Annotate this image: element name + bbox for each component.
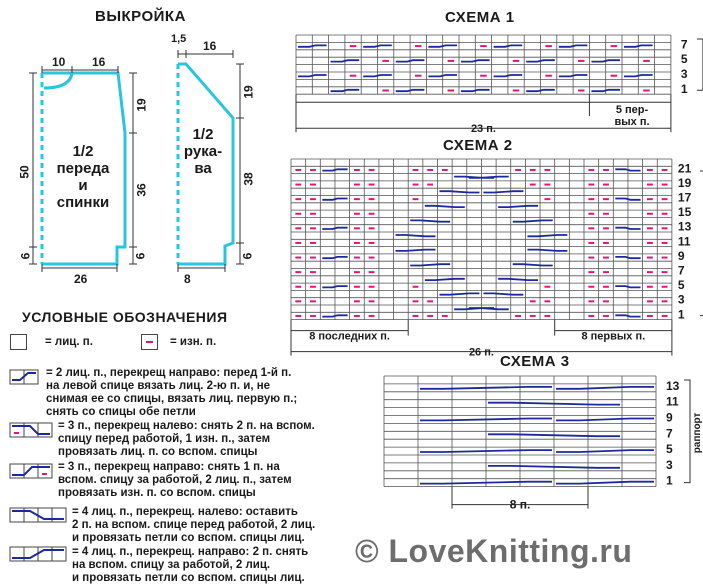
legend-item-4: = 4 лиц. п., перекрещ. налево: оставить 2 п. на вспом. спице перед работой, 2 лиц. и провязать петли со вспом. спицы лиц. — [72, 506, 316, 544]
scheme3-row-label: 13 — [666, 378, 680, 393]
scheme2-cable — [483, 293, 523, 294]
scheme1-cable — [591, 90, 620, 91]
scheme3-cable — [488, 434, 620, 436]
scheme1-cable — [559, 75, 588, 76]
scheme3-rapport: раппорт — [692, 412, 703, 454]
scheme1-cable — [494, 45, 523, 46]
dim-1-5: 1,5 — [171, 33, 187, 45]
scheme1-cable — [298, 45, 327, 46]
scheme1-cable — [559, 45, 588, 46]
scheme2-cable — [396, 235, 436, 236]
scheme2-row-label: 21 — [677, 161, 692, 176]
scheme2-first-label: 8 первых п. — [581, 330, 646, 343]
dim-38: 38 — [241, 172, 256, 186]
scheme1-cable — [526, 60, 555, 61]
scheme2-cable — [513, 264, 553, 265]
dim-6-sleeve: 6 — [240, 252, 255, 260]
scheme3-width-label: 8 п. — [509, 497, 531, 512]
dim-36: 36 — [134, 183, 149, 197]
scheme1-cable — [526, 90, 555, 91]
scheme3-cable — [420, 419, 552, 421]
dim-6-left: 6 — [18, 252, 33, 260]
scheme1-cable — [461, 90, 490, 91]
scheme2-cable — [615, 286, 640, 287]
legend-item-2: = 3 п., перекрещ налево: снять 2 п. на вспом. спицу перед работой, 1 изн. п., затем провязать лиц. п. со вспом. спицы — [58, 420, 315, 458]
pattern-title: ВЫКРОЙКА — [95, 8, 186, 25]
scheme2-cable — [615, 257, 640, 258]
dim-10: 10 — [52, 55, 66, 69]
scheme1-first-label: вых п. — [614, 116, 650, 129]
scheme1-cable — [396, 90, 425, 91]
scheme2-row-label: 1 — [677, 307, 685, 322]
legend-item-3: = 3 п., перекрещ направо: снять 1 п. на вспом. спицу за работой, 2 лиц. п., затем провязать изн. п. со вспом. спицы — [58, 461, 292, 499]
scheme2-row-label: 19 — [677, 175, 692, 190]
legend-item-5: = 4 лиц. п., перекрещ. направо: 2 п. снять на вспом. спицу за работой, 2 лиц. и провязать петли со вспом. спицы лиц. — [72, 546, 309, 584]
scheme1-cable — [396, 60, 425, 61]
scheme1-cable — [624, 75, 653, 76]
scheme1-cable — [494, 75, 523, 76]
dim-26: 26 — [74, 272, 88, 286]
scheme3-rapport-bracket — [684, 380, 690, 483]
scheme2-row-label: 15 — [677, 205, 692, 220]
scheme2-cable — [483, 191, 523, 192]
scheme2-cable — [322, 286, 347, 287]
scheme2-title: СХЕМА 2 — [443, 137, 513, 154]
scheme2-cable — [322, 199, 347, 200]
scheme2-cable — [615, 228, 640, 229]
legend-item-1: = 2 лиц. п., перекрещ направо: перед 1-й п. на левой спице вязать лиц. 2-ю п. и, не снимая ее со спицы, вязать лиц. первую п.; снять со спицы обе петли — [46, 367, 298, 418]
scheme1-cable — [331, 90, 360, 91]
scheme1-title: СХЕМА 1 — [445, 9, 515, 26]
scheme2-cable — [498, 279, 538, 280]
scheme3-cable — [420, 450, 552, 452]
scheme2-cable — [322, 169, 347, 170]
scheme3-row-label: 7 — [666, 426, 673, 441]
scheme1-row-label: 5 — [680, 52, 688, 67]
scheme3-cable — [556, 482, 654, 484]
scheme2-cable — [527, 250, 567, 251]
scheme3-row-label: 5 — [666, 442, 673, 457]
dim-8: 8 — [184, 272, 191, 286]
scheme3-row-label: 11 — [666, 394, 679, 409]
dim-16-sleeve: 16 — [203, 39, 217, 53]
scheme2-cable — [410, 264, 450, 265]
scheme1-cable — [428, 45, 457, 46]
scheme2-row-label: 9 — [677, 248, 685, 263]
scheme2-cable — [615, 169, 640, 170]
scheme1-cable — [461, 60, 490, 61]
scheme1-rapport-bracket — [697, 39, 703, 90]
scheme3-cable — [556, 450, 654, 452]
scheme1-cable — [331, 60, 360, 61]
scheme2-cable — [513, 220, 553, 221]
scheme3-row-label: 1 — [666, 473, 673, 488]
scheme1-cable — [428, 75, 457, 76]
scheme2-cable — [615, 315, 640, 316]
scheme1-cable — [363, 75, 392, 76]
scheme1-cable — [591, 60, 620, 61]
scheme3-row-label: 3 — [666, 457, 673, 472]
scheme2-cable — [440, 293, 480, 294]
scheme1-first-label: 5 пер- — [615, 104, 649, 117]
dim-50: 50 — [17, 165, 32, 179]
scheme2-cable — [322, 257, 347, 258]
scheme2-cable — [425, 279, 465, 280]
front-back-label: 1/2 переда и спинки — [56, 143, 110, 211]
scheme2-cable — [425, 206, 465, 207]
dim-19-sleeve: 19 — [241, 85, 256, 99]
scheme1-cable — [624, 45, 653, 46]
dim-19-front: 19 — [134, 98, 149, 112]
scheme1-row-label: 1 — [680, 81, 688, 96]
scheme2-cable — [322, 315, 347, 316]
purl-label: = изн. п. — [170, 336, 217, 348]
dim-6-front: 6 — [133, 252, 148, 260]
scheme3-cable — [420, 482, 552, 484]
scheme2-cable — [396, 250, 436, 251]
scheme1-width-label: 23 п. — [470, 123, 496, 136]
scheme1-row-label: 7 — [680, 37, 688, 52]
scheme2-cable — [527, 235, 567, 236]
watermark: © LoveKnitting.ru — [355, 533, 633, 569]
scheme3-cable — [556, 419, 654, 421]
scheme3-cable — [420, 387, 552, 389]
scheme1-cable — [363, 45, 392, 46]
scheme2-last-label: 8 последних п. — [309, 330, 390, 343]
legend-title: УСЛОВНЫЕ ОБОЗНАЧЕНИЯ — [22, 309, 228, 325]
scheme2-cable — [498, 206, 538, 207]
scheme2-cable — [410, 220, 450, 221]
knit-label: = лиц. п. — [45, 336, 93, 348]
scheme3-title: СХЕМА 3 — [500, 353, 570, 370]
scheme2-width-label: 26 п. — [468, 346, 494, 359]
scheme1-cable — [298, 75, 327, 76]
scheme2-row-label: 11 — [677, 234, 691, 249]
scheme2-row-label: 17 — [677, 190, 692, 205]
scheme2-row-label: 13 — [677, 219, 692, 234]
scheme3-cable — [488, 466, 620, 468]
scheme2-cable — [440, 191, 480, 192]
scheme1-row-label: 3 — [680, 67, 688, 81]
scheme3-cable — [556, 387, 654, 389]
scheme3-cable — [488, 403, 620, 405]
scheme2-row-label: 3 — [677, 292, 685, 307]
scheme2-cable — [615, 199, 640, 200]
dim-16-front: 16 — [92, 55, 106, 69]
scheme3-row-label: 9 — [666, 410, 673, 425]
scheme2-row-label: 5 — [677, 278, 685, 293]
scheme2-cable — [322, 228, 347, 229]
scheme2-row-label: 7 — [677, 263, 685, 278]
sleeve-label: 1/2 рука- ва — [183, 126, 223, 177]
